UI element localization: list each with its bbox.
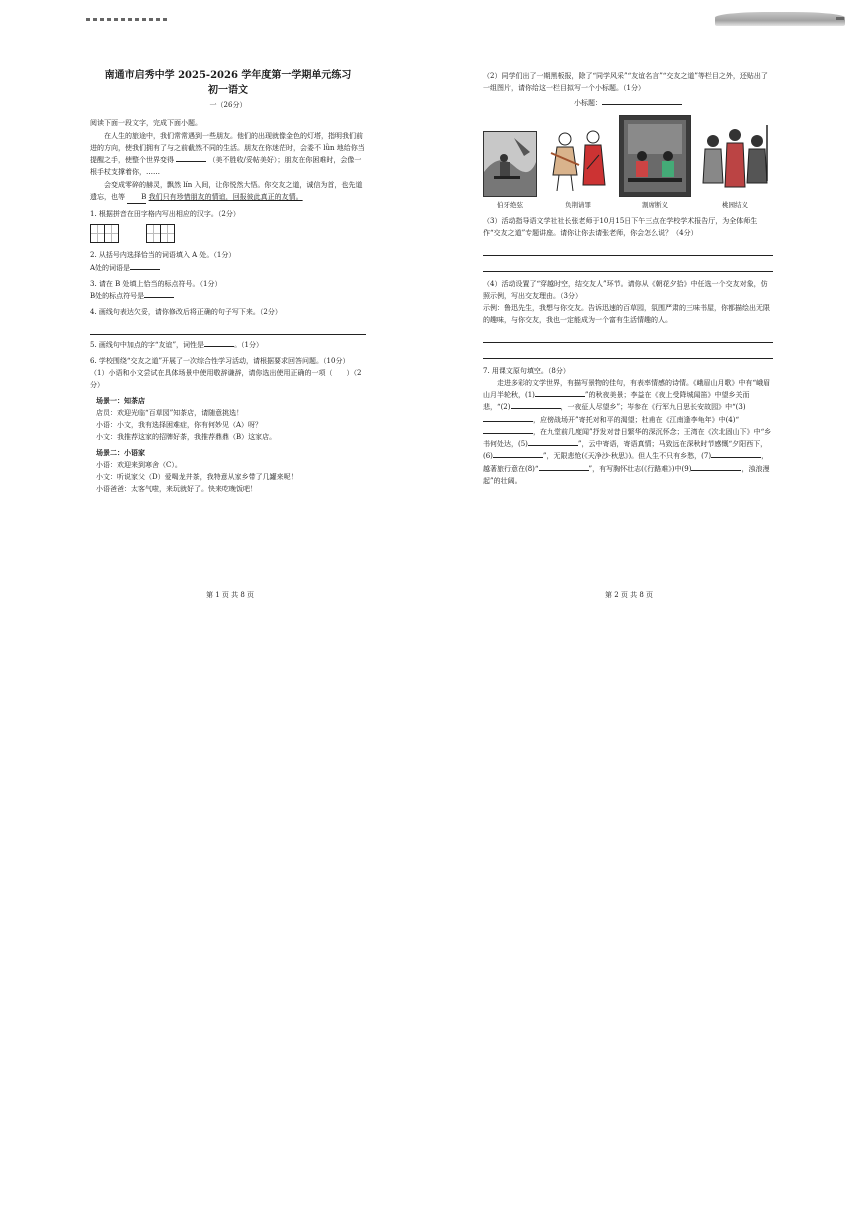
picture-caption: 负荆请罪	[565, 200, 591, 209]
tianzige-box[interactable]	[104, 224, 119, 243]
reading-instruction: 阅读下面一段文字，完成下面小题。	[90, 119, 202, 128]
tianzige-box[interactable]	[146, 224, 161, 243]
fill-blank-2[interactable]	[511, 408, 561, 409]
question-4: 4. 画线句表达欠妥，请你修改后将正确的句子写下来。（2分）	[90, 308, 282, 317]
picture-caption: 伯牙绝弦	[497, 200, 523, 209]
sample-answer: 示例：鲁迅先生，我想与你交友。告诉迅速的百草园，氛围严肃的三味书屋，你都描绘出无限的趣味，与你交友，我也一定能成为一个富有生活情趣的人。	[483, 304, 770, 325]
answer-b	[90, 290, 366, 302]
fill-text: ，应傍战场开”寄托对和平的渴望；杜甫在《江南逢李龟年》中(4)“	[533, 415, 740, 424]
question-6-2: （2）同学们出了一期黑板报，除了“同学风采”“友谊名言”“交友之道”等栏目之外，还贴出了一组图片，请你给这一栏目拟写一个小标题。（1分）	[483, 72, 768, 93]
dialog-line: 店员：欢迎光临“百草园”知茶店，请随意挑选！	[96, 408, 244, 417]
picture-item	[619, 115, 691, 211]
fill-blank-6[interactable]	[493, 457, 543, 458]
underlined-sentence: 我们只有珍惜朋友的情谊，回报彼此真正的友情。	[148, 192, 303, 201]
fill-text: ”，云中寄语，寄语真情；马致远在深秋时节感慨“夕阳西下，(6)	[483, 440, 768, 461]
answer-a	[90, 262, 366, 274]
fill-text: ”，有写胸怀壮志(《行路难》)中(9)	[588, 464, 692, 473]
fill-text: ，越著旅行意在(8)“	[483, 452, 769, 473]
passage-part: （美不胜收/妥帖美好）；朋友在你困难时，会像一根手杖支撑着你，……	[90, 156, 362, 177]
dialog-line: 小语爸爸：太客气啦，来玩就好了。快来吃晚饭吧！	[96, 485, 257, 494]
question-6-4: （4）活动设置了“穿越时空，结交友人”环节。请你从《朝花夕拾》中任选一个交友对象，仿照示例，写出交友理由。（3分）	[483, 279, 768, 300]
question-5	[90, 339, 366, 351]
scan-mark	[715, 12, 845, 26]
fill-text: ，在九堂前几度闻”抒发对昔日繁华的深沉怀念；王湾在《次北固山下》中“乡书何处达，(5)	[483, 427, 772, 449]
passage-text	[90, 179, 366, 205]
question-7: 7. 用课文原句填空。（8分）	[483, 366, 570, 375]
fill-text: ，一夜征人尽望乡”；岑参在《行军九日思长安故园》中“(3)	[560, 403, 746, 412]
answer-label: A处的词语是	[90, 263, 131, 272]
page-number: 第 2 页 共 8 页	[605, 591, 654, 599]
three-warriors-picture	[697, 121, 773, 197]
fill-blank-9[interactable]	[691, 470, 741, 471]
question-1: 1. 根据拼音在田字格内写出相应的汉字。（2分）	[90, 210, 240, 218]
picture-item	[483, 131, 537, 211]
answer-blank[interactable]	[130, 269, 160, 270]
scene-heading: 场景一：知茶店	[96, 395, 145, 405]
passage-part: 在人生的旅途中，我们常常遇到一些朋友。他们的出现就像金色的灯塔，指明我们前进的方向，使我们拥有了与之前截然不同的生活。朋友在你迷茫时，会委不 lǜn 地给你当提醒之手，使整个世界变得	[90, 131, 365, 164]
tianzige-box[interactable]	[160, 224, 175, 243]
dialog-line: 小语：小文，我有选择困难症，你有何妙见（A）呀？	[96, 421, 263, 429]
answer-line[interactable]	[483, 329, 773, 343]
picture-caption: 割席断义	[642, 200, 668, 209]
passage-part: 会变成零碎的赫灵，飘然 lín 入间，让你悦然大悟。你交友之道，诚信为首，也先道遗忘，也等	[90, 180, 363, 201]
answer-blank[interactable]	[204, 346, 234, 347]
picture-item	[697, 121, 773, 211]
fill-blank-5[interactable]	[528, 445, 578, 446]
question-text: 。（1分）	[234, 340, 264, 349]
answer-line[interactable]	[483, 258, 773, 272]
fill-blank-1[interactable]	[535, 396, 585, 397]
exam-page-1	[90, 60, 366, 496]
tianzige-box[interactable]	[90, 224, 105, 243]
question-6-3: （3）活动指导语文学社社长张老师于10月15日下午三点在学校学术报告厅，为全体师生作“交友之道”专题讲座。请你让你去请张老师，你会怎么说？（4分）	[483, 217, 758, 238]
exam-page-2	[483, 60, 773, 487]
fill-text: ”的秋夜美景；李益在《夜上受降城闻笛》中望乡关而悲，“(2)	[483, 391, 750, 412]
question-6-1: （1）小语和小文尝试在具体场景中使用敬辞谦辞，请你选出使用正确的一项（ ）（2分）	[90, 369, 362, 390]
scan-mark	[86, 18, 168, 21]
page-number: 第 1 页 共 8 页	[206, 591, 255, 599]
fill-text: ，浊浪漫起”的壮阔。	[483, 464, 770, 485]
scene-heading: 场景二：小语家	[96, 447, 145, 457]
fill-text: ”，无限悲怆(《天净沙·秋思》)。但人生不只有乡愁，(7)	[542, 452, 712, 461]
fill-in-passage	[483, 377, 773, 487]
section-heading: 一（26分）	[209, 101, 247, 109]
fill-blank-8[interactable]	[539, 470, 589, 471]
blank-b[interactable]: B	[127, 191, 146, 204]
exam-title: 南通市启秀中学 2025-2026 学年度第一学期单元练习	[104, 70, 352, 81]
dialog-line: 小语：欢迎来到寒舍（C）。	[96, 460, 182, 469]
tianzige-row	[90, 224, 366, 243]
question-text: 5. 画线句中加点的字“友谊”，词性是	[90, 340, 205, 349]
blank-a[interactable]	[176, 161, 206, 162]
exam-subtitle: 初一语文	[208, 85, 248, 96]
answer-line[interactable]	[483, 345, 773, 359]
fill-text: 走进多彩的文学世界，有描写景物的佳句，有表率情感的诗情。《峨眉山月歌》中有“峨眉山月半轮秋，(1)	[483, 378, 771, 400]
fill-blank-7[interactable]	[711, 457, 761, 458]
dialog-line: 小文：听说家父（D）爱喝龙井茶，我特意从家乡带了几罐来呢！	[96, 473, 298, 481]
answer-line[interactable]	[483, 242, 773, 256]
small-title-field	[483, 97, 773, 109]
zither-player-picture	[483, 131, 537, 197]
picture-caption: 桃园结义	[722, 200, 748, 209]
answer-blank[interactable]	[144, 297, 174, 298]
fill-blank-3[interactable]	[483, 421, 533, 422]
answer-label: B处的标点符号是	[90, 292, 145, 300]
small-title-label: 小标题：	[574, 98, 602, 107]
picture-item	[543, 125, 613, 211]
scan-mark	[836, 17, 844, 20]
kneeling-figure-picture	[543, 125, 613, 197]
dialog-line: 小文：我推荐这家的招牌好茶，我推荐鼎鼎（B）这家店。	[96, 433, 277, 442]
question-2: 2. 从括号内选择恰当的词语填入 A 处。（1分）	[90, 251, 236, 260]
answer-line[interactable]	[90, 321, 366, 335]
question-6: 6. 学校围绕“交友之道”开展了一次综合性学习活动，请根据要求回答问题。（10分）	[90, 356, 350, 365]
fill-blank-4[interactable]	[483, 433, 533, 434]
passage-text	[90, 130, 366, 179]
picture-row	[483, 115, 773, 211]
question-3: 3. 请在 B 处填上恰当的标点符号。（1分）	[90, 279, 222, 288]
tianzige-pair-1[interactable]	[90, 224, 118, 243]
tianzige-pair-2[interactable]	[146, 224, 174, 243]
small-title-blank[interactable]	[602, 104, 682, 105]
two-seated-scholars-picture	[619, 115, 691, 197]
